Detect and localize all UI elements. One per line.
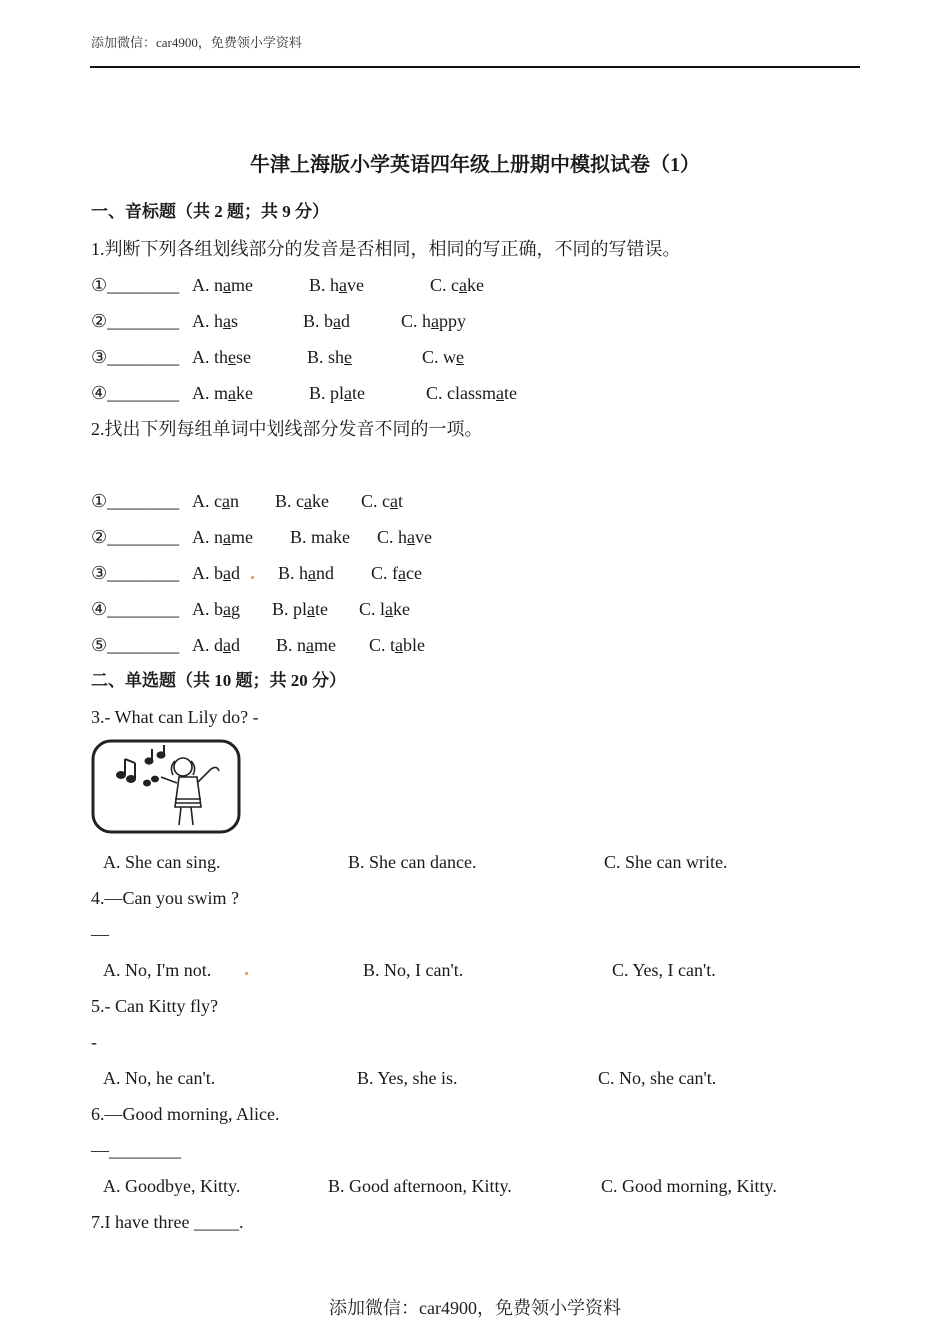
word-part: ke	[312, 491, 329, 511]
underlined-letter: a	[390, 491, 398, 511]
word-part: nd	[316, 563, 335, 583]
word-option-c	[359, 596, 410, 622]
question-3-stem: 3.- What can Lily do? -	[91, 707, 259, 727]
word-part: ppy	[439, 311, 467, 331]
underlined-letter: a	[307, 599, 316, 619]
word-part: g	[231, 599, 240, 619]
word-part: d	[341, 311, 351, 331]
word-part: C. t	[369, 635, 396, 655]
word-option-a	[192, 272, 253, 298]
question-1-stem: 1.判断下列各组划线部分的发音是否相同，相同的写正确，不同的写错误。	[91, 239, 681, 259]
q6-option-a[interactable]: A. Goodbye, Kitty.	[103, 1176, 241, 1196]
q3-option-c[interactable]: C. She can write.	[604, 852, 728, 872]
word-option-c	[401, 308, 466, 334]
word-part: A. n	[192, 527, 223, 547]
word-part: C. w	[422, 347, 457, 367]
word-part: A. th	[192, 347, 228, 367]
underlined-letter: a	[223, 311, 231, 331]
underlined-letter: a	[385, 599, 394, 619]
word-part: B. c	[275, 491, 304, 511]
word-part: B. pl	[272, 599, 308, 619]
word-option-c	[422, 344, 464, 370]
word-option-a	[192, 488, 239, 514]
word-option-c	[361, 488, 403, 514]
underlined-letter: a	[344, 383, 353, 403]
word-part: B. pl	[309, 383, 345, 403]
word-part: s	[231, 311, 239, 331]
footer-note: 添加微信：car4900，免费领小学资料	[329, 1298, 621, 1318]
question-4-stem: 4.—Can you swim ?	[91, 888, 239, 908]
word-part: me	[231, 527, 253, 547]
underlined-letter: a	[222, 491, 230, 511]
word-part: C. h	[377, 527, 408, 547]
underlined-letter: a	[223, 527, 231, 547]
answer-blank[interactable]: ③________	[91, 563, 180, 583]
q4-option-a[interactable]: A. No, I'm not.	[103, 960, 212, 980]
word-part: d	[231, 563, 240, 583]
word-option-b	[309, 380, 365, 406]
word-part: C. h	[401, 311, 432, 331]
word-option-b	[278, 560, 334, 586]
question-5-reply: -	[91, 1032, 97, 1052]
underlined-letter: a	[223, 599, 231, 619]
answer-blank[interactable]: ⑤________	[91, 635, 180, 655]
q6-option-b[interactable]: B. Good afternoon, Kitty.	[328, 1176, 512, 1196]
underlined-letter: e	[344, 347, 353, 367]
word-option-b	[307, 344, 352, 370]
word-option-a	[192, 596, 240, 622]
answer-blank[interactable]: ④________	[91, 383, 180, 403]
word-part: A. n	[192, 275, 223, 295]
underlined-letter: a	[228, 383, 236, 403]
q6-option-c[interactable]: C. Good morning, Kitty.	[601, 1176, 777, 1196]
word-part: B. n	[276, 635, 307, 655]
word-part: A. b	[192, 563, 223, 583]
word-part: te	[504, 383, 517, 403]
q3-option-a[interactable]: A. She can sing.	[103, 852, 221, 872]
word-part: B. b	[303, 311, 334, 331]
answer-blank[interactable]: ④________	[91, 599, 180, 619]
underlined-letter: a	[459, 275, 467, 295]
word-part: C. classm	[426, 383, 496, 403]
q5-option-a[interactable]: A. No, he can't.	[103, 1068, 216, 1088]
word-part: C. c	[430, 275, 459, 295]
q5-option-b[interactable]: B. Yes, she is.	[357, 1068, 458, 1088]
word-part: ve	[347, 275, 365, 295]
question-6-reply: —________	[91, 1140, 181, 1160]
word-part: C. f	[371, 563, 398, 583]
underlined-letter: a	[306, 635, 315, 655]
underlined-letter: a	[496, 383, 504, 403]
word-part: C. c	[361, 491, 390, 511]
word-option-c	[430, 272, 484, 298]
word-part: ke	[236, 383, 253, 403]
word-option-b	[309, 272, 364, 298]
word-part: B. sh	[307, 347, 345, 367]
underlined-letter: e	[228, 347, 236, 367]
question-2-stem: 2.找出下列每组单词中划线部分发音不同的一项。	[91, 419, 483, 439]
word-part: d	[231, 635, 240, 655]
underlined-letter: a	[304, 491, 312, 511]
stray-dot	[245, 972, 248, 975]
word-option-c	[371, 560, 422, 586]
word-part: A. m	[192, 383, 228, 403]
word-option-b	[276, 632, 336, 658]
word-part: B. h	[278, 563, 309, 583]
word-part: se	[236, 347, 251, 367]
girl-dancing-music-picture	[91, 739, 241, 834]
underlined-letter: a	[398, 563, 406, 583]
word-part: A. h	[192, 311, 223, 331]
word-option-b	[272, 596, 328, 622]
question-6-stem: 6.—Good morning, Alice.	[91, 1104, 280, 1124]
word-part: A. c	[192, 491, 222, 511]
q4-option-c[interactable]: C. Yes, I can't.	[612, 960, 716, 980]
stray-dot	[251, 576, 254, 579]
word-option-b	[275, 488, 329, 514]
word-option-c	[369, 632, 425, 658]
word-option-b	[303, 308, 350, 334]
word-part: n	[230, 491, 239, 511]
question-4-reply: —	[91, 924, 109, 944]
q3-option-b[interactable]: B. She can dance.	[348, 852, 477, 872]
underlined-letter: a	[407, 527, 416, 547]
header-rule	[90, 66, 860, 68]
word-part: ve	[415, 527, 433, 547]
word-part: C. l	[359, 599, 386, 619]
word-part: A. d	[192, 635, 223, 655]
q5-option-c[interactable]: C. No, she can't.	[598, 1068, 717, 1088]
word-option-b	[290, 524, 350, 550]
answer-blank[interactable]: ③________	[91, 347, 180, 367]
underlined-letter: a	[223, 635, 231, 655]
underlined-letter: e	[456, 347, 465, 367]
underlined-letter: a	[223, 275, 231, 295]
word-part: te	[315, 599, 329, 619]
answer-blank[interactable]: ②________	[91, 311, 180, 331]
word-part: ce	[406, 563, 422, 583]
word-part: ke	[467, 275, 484, 295]
header-note: 添加微信：car4900，免费领小学资料	[91, 35, 302, 50]
word-option-a	[192, 308, 238, 334]
word-option-a	[192, 632, 240, 658]
word-part: A. b	[192, 599, 223, 619]
word-option-c	[377, 524, 432, 550]
q4-option-b[interactable]: B. No, I can't.	[363, 960, 464, 980]
word-part: ke	[393, 599, 411, 619]
word-option-a	[192, 344, 251, 370]
word-part: me	[314, 635, 337, 655]
underlined-letter: a	[333, 311, 342, 331]
word-part: te	[352, 383, 366, 403]
page-title: 牛津上海版小学英语四年级上册期中模拟试卷（1）	[250, 154, 700, 176]
underlined-letter: a	[308, 563, 317, 583]
underlined-letter: a	[339, 275, 348, 295]
question-5-stem: 5.- Can Kitty fly?	[91, 996, 218, 1016]
section-heading-2: 二、单选题（共 10 题；共 20 分）	[91, 671, 346, 690]
word-part: t	[398, 491, 404, 511]
word-part: B. h	[309, 275, 340, 295]
word-option-a	[192, 524, 253, 550]
word-part: ble	[403, 635, 426, 655]
word-part: me	[231, 275, 253, 295]
answer-blank[interactable]: ②________	[91, 527, 180, 547]
answer-blank[interactable]: ①________	[91, 275, 180, 295]
answer-blank[interactable]: ①________	[91, 491, 180, 511]
word-option-a	[192, 380, 253, 406]
question-7-stem: 7.I have three _____.	[91, 1212, 244, 1232]
word-option-c	[426, 380, 517, 406]
word-option-a	[192, 560, 240, 586]
underlined-letter: a	[395, 635, 404, 655]
word-part: B. make	[290, 527, 350, 547]
underlined-letter: a	[223, 563, 231, 583]
underlined-letter: a	[431, 311, 440, 331]
section-heading-1: 一、音标题（共 2 题；共 9 分）	[91, 202, 329, 221]
